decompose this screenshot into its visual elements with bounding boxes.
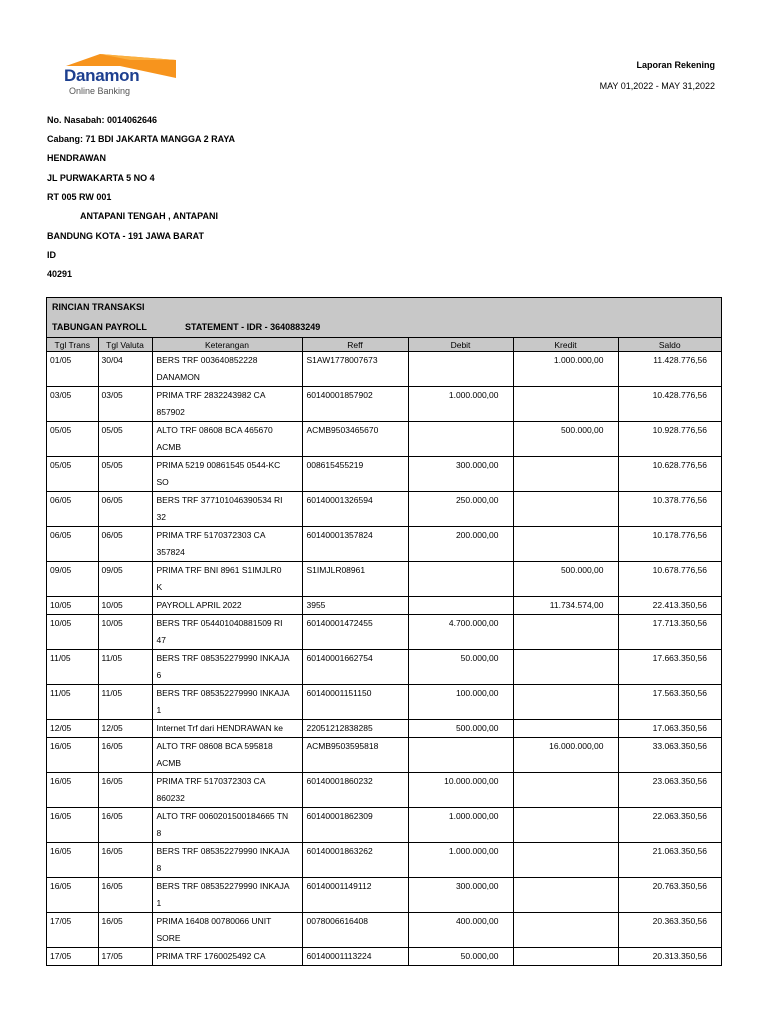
table-row [47, 387, 721, 422]
address-line-3: ANTAPANI TENGAH , ANTAPANI [80, 211, 218, 221]
cell-kredit [513, 808, 618, 843]
keterangan-line: ACMB [156, 758, 182, 768]
keterangan-line: DANAMON [156, 372, 200, 382]
cell-tgl-valuta: 09/05 [98, 562, 152, 597]
cell-reff: 22051212838285 [302, 720, 408, 738]
cell-tgl-trans: 10/05 [47, 615, 98, 650]
table-row [47, 562, 721, 597]
cell-keterangan [152, 387, 302, 422]
cell-keterangan [152, 685, 302, 720]
cell-tgl-trans: 12/05 [47, 720, 98, 738]
keterangan-line: 32 [156, 512, 166, 522]
keterangan-line: 1 [156, 705, 162, 715]
logo-subtext: Online Banking [69, 86, 131, 96]
table-header-row [47, 338, 721, 352]
cell-saldo: 10.628.776,56 [618, 457, 721, 492]
statement-label: STATEMENT - IDR - 3640883249 [185, 322, 321, 332]
cell-saldo: 21.063.350,56 [618, 843, 721, 878]
cell-tgl-trans: 11/05 [47, 685, 98, 720]
cell-reff: ACMB9503595818 [302, 738, 408, 773]
cell-reff: 60140001357824 [302, 527, 408, 562]
cell-keterangan [152, 597, 302, 615]
address-country: ID [47, 250, 56, 260]
cell-reff: 60140001472455 [302, 615, 408, 650]
keterangan-line: 6 [156, 670, 162, 680]
transactions-header [47, 298, 721, 338]
customer-number: No. Nasabah: 0014062646 [47, 115, 158, 125]
cell-reff: 60140001326594 [302, 492, 408, 527]
address-city: BANDUNG KOTA - 191 JAWA BARAT [47, 231, 205, 241]
cell-tgl-valuta: 10/05 [98, 597, 152, 615]
table-row [47, 685, 721, 720]
cell-keterangan [152, 913, 302, 948]
cell-tgl-trans: 09/05 [47, 562, 98, 597]
cell-saldo: 10.428.776,56 [618, 387, 721, 422]
cell-debit: 500.000,00 [408, 720, 513, 738]
cell-tgl-valuta: 17/05 [98, 948, 152, 966]
table-row [47, 457, 721, 492]
cell-tgl-trans: 10/05 [47, 597, 98, 615]
cell-tgl-trans: 06/05 [47, 492, 98, 527]
table-row [47, 615, 721, 650]
cell-reff: 0078006616408 [302, 913, 408, 948]
keterangan-line: Internet Trf dari HENDRAWAN ke [156, 723, 283, 733]
cell-kredit [513, 457, 618, 492]
cell-tgl-valuta: 11/05 [98, 685, 152, 720]
cell-saldo: 20.313.350,56 [652, 951, 707, 961]
cell-tgl-trans: 16/05 [47, 773, 98, 808]
cell-tgl-trans: 05/05 [47, 422, 98, 457]
cell-saldo: 10.378.776,56 [618, 492, 721, 527]
table-row [47, 422, 721, 457]
cell-tgl-trans: 06/05 [47, 527, 98, 562]
cell-debit: 300.000,00 [408, 878, 513, 913]
cell-kredit: 500.000,00 [513, 422, 618, 457]
cell-reff: 60140001149112 [302, 878, 408, 913]
cell-saldo: 22.413.350,56 [618, 597, 721, 615]
cell-tgl-valuta: 03/05 [98, 387, 152, 422]
cell-keterangan [152, 843, 302, 878]
cell-tgl-valuta: 16/05 [98, 738, 152, 773]
logo-text: Danamon [64, 66, 140, 85]
cell-saldo: 17.063.350,56 [618, 720, 721, 738]
col-header-kredit: Kredit [513, 338, 618, 352]
cell-reff: 3955 [302, 597, 408, 615]
keterangan-line: BERS TRF 085352279990 INKAJA [156, 653, 290, 663]
table-row [47, 492, 721, 527]
cell-debit: 200.000,00 [408, 527, 513, 562]
branch: Cabang: 71 BDI JAKARTA MANGGA 2 RAYA [47, 134, 236, 144]
cell-keterangan [152, 562, 302, 597]
cell-reff: S1AW1778007673 [302, 352, 408, 387]
cell-keterangan [152, 948, 302, 966]
keterangan-line: SORE [156, 933, 181, 943]
keterangan-line: PRIMA TRF 5170372303 CA [156, 530, 266, 540]
cell-debit [408, 738, 513, 773]
keterangan-line: 857902 [156, 407, 185, 417]
cell-kredit [513, 685, 618, 720]
cell-tgl-valuta: 05/05 [98, 457, 152, 492]
cell-debit [408, 352, 513, 387]
table-row [47, 878, 721, 913]
cell-kredit [513, 843, 618, 878]
cell-tgl-valuta: 16/05 [98, 913, 152, 948]
table-row [47, 352, 721, 387]
cell-reff: 60140001860232 [302, 773, 408, 808]
table-row [47, 720, 721, 738]
cell-debit [408, 597, 513, 615]
keterangan-line: BERS TRF 085352279990 INKAJA [156, 846, 290, 856]
cell-reff: ACMB9503465670 [302, 422, 408, 457]
keterangan-line: PRIMA TRF 1760025492 CA [156, 951, 266, 961]
keterangan-line: ALTO TRF 08608 BCA 465670 [156, 425, 273, 435]
cell-keterangan [152, 492, 302, 527]
cell-debit [408, 422, 513, 457]
cell-keterangan [152, 422, 302, 457]
cell-reff: S1IMJLR08961 [302, 562, 408, 597]
cell-tgl-valuta: 12/05 [98, 720, 152, 738]
cell-kredit: 1.000.000,00 [513, 352, 618, 387]
col-header-tgl-valuta: Tgl Valuta [98, 338, 152, 352]
cell-tgl-trans: 01/05 [47, 352, 98, 387]
cell-debit: 250.000,00 [408, 492, 513, 527]
cell-tgl-valuta: 16/05 [98, 843, 152, 878]
cell-kredit [513, 615, 618, 650]
cell-keterangan [152, 720, 302, 738]
keterangan-line: BERS TRF 085352279990 INKAJA [156, 881, 290, 891]
cell-debit: 400.000,00 [408, 913, 513, 948]
cell-tgl-trans: 16/05 [47, 738, 98, 773]
cell-kredit [513, 913, 618, 948]
cell-saldo: 20.363.350,56 [618, 913, 721, 948]
table-row [47, 843, 721, 878]
customer-name: HENDRAWAN [47, 153, 107, 163]
cell-keterangan [152, 808, 302, 843]
cell-saldo: 20.763.350,56 [618, 878, 721, 913]
keterangan-line: 357824 [156, 547, 185, 557]
cell-debit: 1.000.000,00 [408, 387, 513, 422]
cell-saldo: 17.663.350,56 [618, 650, 721, 685]
cell-saldo: 11.428.776,56 [618, 352, 721, 387]
cell-keterangan [152, 457, 302, 492]
table-row [47, 527, 721, 562]
cell-kredit [513, 720, 618, 738]
cell-kredit [513, 948, 618, 966]
keterangan-line: ALTO TRF 0060201500184665 TN [156, 811, 289, 821]
cell-debit [408, 562, 513, 597]
cell-keterangan [152, 650, 302, 685]
cell-saldo: 17.713.350,56 [618, 615, 721, 650]
keterangan-line: K [156, 582, 163, 592]
cell-debit: 1.000.000,00 [408, 808, 513, 843]
report-period: MAY 01,2022 - MAY 31,2022 [599, 81, 715, 91]
transactions-section [46, 297, 722, 966]
cell-reff: 60140001662754 [302, 650, 408, 685]
keterangan-line: PAYROLL APRIL 2022 [156, 600, 242, 610]
cell-tgl-valuta: 06/05 [98, 527, 152, 562]
cell-reff: 60140001857902 [302, 387, 408, 422]
address-line-2: RT 005 RW 001 [47, 192, 112, 202]
keterangan-line: BERS TRF 003640852228 [156, 355, 258, 365]
keterangan-line: PRIMA 16408 00780066 UNIT [156, 916, 272, 926]
cell-keterangan [152, 878, 302, 913]
danamon-logo [60, 52, 180, 100]
cell-reff: 008615455219 [302, 457, 408, 492]
cell-debit: 50.000,00 [408, 650, 513, 685]
col-header-debit: Debit [408, 338, 513, 352]
cell-reff: 60140001863262 [302, 843, 408, 878]
cell-debit: 50.000,00 [408, 948, 513, 966]
cell-kredit [513, 527, 618, 562]
cell-debit: 100.000,00 [408, 685, 513, 720]
col-header-reff: Reff [302, 338, 408, 352]
cell-tgl-valuta: 16/05 [98, 773, 152, 808]
cell-keterangan [152, 352, 302, 387]
cell-keterangan [152, 773, 302, 808]
table-row [47, 650, 721, 685]
cell-saldo: 33.063.350,56 [618, 738, 721, 773]
cell-keterangan [152, 527, 302, 562]
cell-reff: 60140001862309 [302, 808, 408, 843]
table-row [47, 738, 721, 773]
cell-saldo: 10.928.776,56 [618, 422, 721, 457]
cell-saldo: 22.063.350,56 [618, 808, 721, 843]
cell-tgl-trans: 16/05 [47, 808, 98, 843]
keterangan-line: 8 [156, 828, 162, 838]
cell-kredit [513, 650, 618, 685]
keterangan-line: BERS TRF 054401040881509 RI [156, 618, 283, 628]
keterangan-line: PRIMA TRF 2832243982 CA [156, 390, 266, 400]
account-type: TABUNGAN PAYROLL [52, 322, 147, 332]
cell-kredit [513, 773, 618, 808]
report-title: Laporan Rekening [636, 60, 715, 70]
table-row [47, 597, 721, 615]
cell-debit: 4.700.000,00 [408, 615, 513, 650]
cell-tgl-valuta: 11/05 [98, 650, 152, 685]
cell-tgl-trans: 05/05 [47, 457, 98, 492]
cell-tgl-valuta: 16/05 [98, 878, 152, 913]
cell-kredit: 16.000.000,00 [513, 738, 618, 773]
cell-tgl-trans: 17/05 [47, 948, 98, 966]
cell-tgl-trans: 16/05 [47, 878, 98, 913]
cell-tgl-trans: 17/05 [47, 913, 98, 948]
cell-saldo: 10.178.776,56 [618, 527, 721, 562]
col-header-saldo: Saldo [618, 338, 721, 352]
keterangan-line: PRIMA TRF 5170372303 CA [156, 776, 266, 786]
keterangan-line: ACMB [156, 442, 182, 452]
cell-kredit: 11.734.574,00 [513, 597, 618, 615]
col-header-tgl-trans: Tgl Trans [47, 338, 98, 352]
cell-saldo: 10.678.776,56 [618, 562, 721, 597]
transactions-table [47, 338, 721, 965]
cell-debit: 10.000.000,00 [408, 773, 513, 808]
keterangan-line: BERS TRF 085352279990 INKAJA [156, 688, 290, 698]
postal-code: 40291 [47, 269, 73, 279]
cell-tgl-valuta: 05/05 [98, 422, 152, 457]
section-title: RINCIAN TRANSAKSI [52, 302, 145, 312]
keterangan-line: ALTO TRF 08608 BCA 595818 [156, 741, 273, 751]
keterangan-line: PRIMA 5219 00861545 0544-KC [156, 460, 281, 470]
keterangan-line: PRIMA TRF BNI 8961 S1IMJLR0 [156, 565, 282, 575]
address-line-1: JL PURWAKARTA 5 NO 4 [47, 173, 155, 183]
keterangan-line: BERS TRF 377101046390534 RI [156, 495, 283, 505]
cell-tgl-trans: 03/05 [47, 387, 98, 422]
cell-kredit [513, 387, 618, 422]
table-row [47, 913, 721, 948]
cell-debit: 1.000.000,00 [408, 843, 513, 878]
cell-reff: 60140001151150 [302, 685, 408, 720]
keterangan-line: SO [156, 477, 169, 487]
cell-tgl-valuta: 30/04 [98, 352, 152, 387]
cell-tgl-valuta: 10/05 [98, 615, 152, 650]
keterangan-line: 860232 [156, 793, 185, 803]
table-row [47, 808, 721, 843]
keterangan-line: 47 [156, 635, 166, 645]
col-header-keterangan: Keterangan [152, 338, 302, 352]
cell-saldo: 17.563.350,56 [618, 685, 721, 720]
cell-kredit: 500.000,00 [513, 562, 618, 597]
cell-reff: 60140001113224 [302, 948, 408, 966]
cell-tgl-valuta: 16/05 [98, 808, 152, 843]
cell-tgl-valuta: 06/05 [98, 492, 152, 527]
cell-kredit [513, 878, 618, 913]
keterangan-line: 1 [156, 898, 162, 908]
cell-kredit [513, 492, 618, 527]
cell-debit: 300.000,00 [408, 457, 513, 492]
cell-saldo: 23.063.350,56 [618, 773, 721, 808]
table-row [47, 948, 721, 966]
transactions-body [47, 352, 721, 966]
cell-keterangan [152, 615, 302, 650]
cell-tgl-trans: 11/05 [47, 650, 98, 685]
cell-keterangan [152, 738, 302, 773]
cell-tgl-trans: 16/05 [47, 843, 98, 878]
keterangan-line: 8 [156, 863, 162, 873]
table-row [47, 773, 721, 808]
